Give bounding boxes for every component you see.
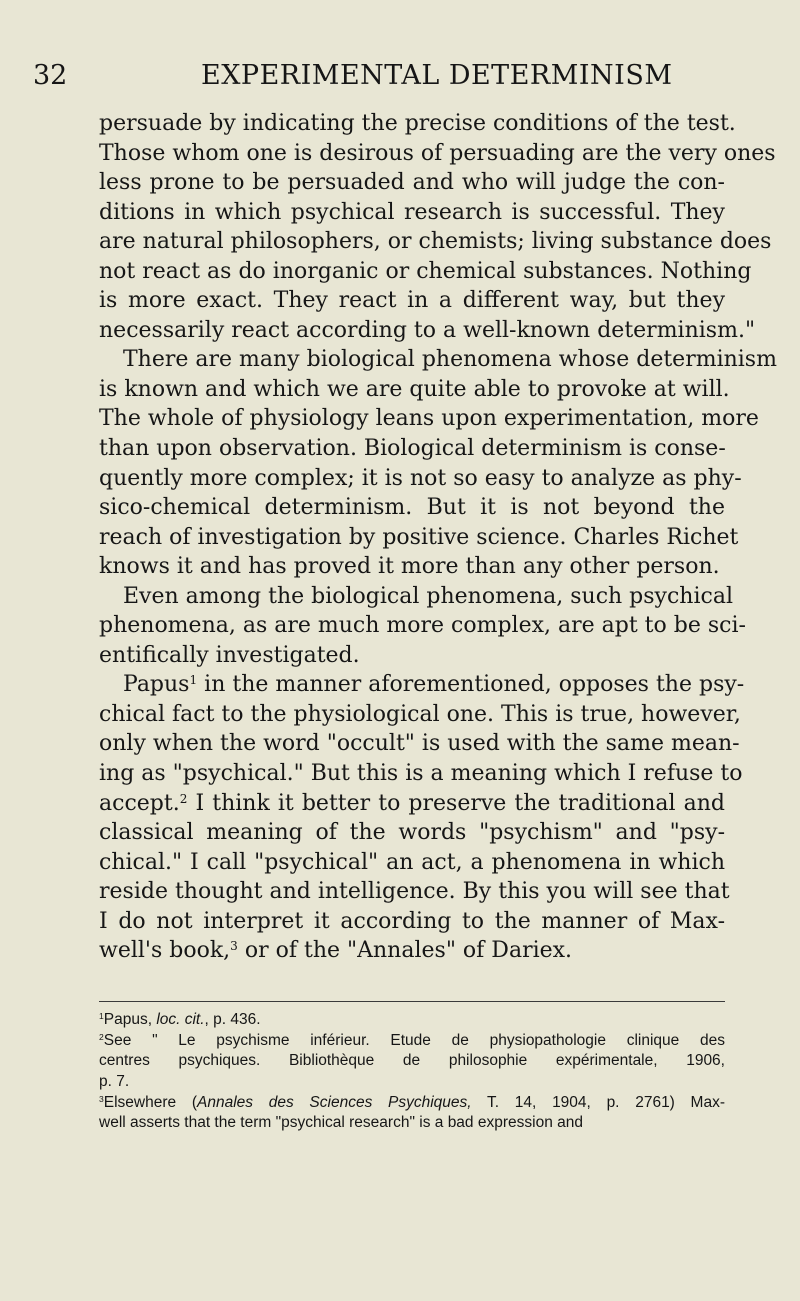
text-line: The whole of physiology leans upon experimentation, more xyxy=(99,406,759,432)
running-title: EXPERIMENTAL DETERMINISM xyxy=(201,60,673,91)
footnote-rule xyxy=(99,1001,725,1002)
text-line: chical fact to the physiological one. This is true, however, xyxy=(99,701,741,727)
text-line: necessarily react according to a well-known determinism." xyxy=(99,317,756,343)
text-line xyxy=(99,936,725,966)
text-line: reside thought and intelligence. By this you will see that xyxy=(99,879,730,905)
footnote-3-line: well asserts that the term "psychical research" is a bad expression and xyxy=(99,1114,583,1132)
footnote-mark: 2 xyxy=(99,1031,104,1042)
running-header xyxy=(33,56,733,96)
text-line: persuade by indicating the precise conditions of the test. xyxy=(99,111,736,136)
text-line: Those whom one is desirous of persuading are the very ones xyxy=(99,140,776,166)
text-segment: Elsewhere ( xyxy=(103,1093,197,1111)
text-segment: in the manner aforementioned, opposes the psy- xyxy=(197,672,745,698)
text-line xyxy=(99,789,725,819)
text-line: not react as do inorganic or chemical substances. Nothing xyxy=(99,258,752,284)
text-line: entifically investigated. xyxy=(99,642,360,668)
page-number: 32 xyxy=(33,60,68,91)
text-line: is known and which we are quite able to provoke at will. xyxy=(99,376,730,402)
text-line: only when the word "occult" is used with the same mean- xyxy=(99,731,740,757)
text-segment: Papus, xyxy=(103,1011,157,1028)
body-text xyxy=(99,109,777,966)
footnote-ref: 2 xyxy=(179,791,188,806)
footnote-3 xyxy=(99,1093,725,1114)
text-line: than upon observation. Biological determinism is conse- xyxy=(99,436,726,462)
text-line: I do not interpret it according to the manner of Max- xyxy=(99,908,725,934)
text-line: reach of investigation by positive science. Charles Richet xyxy=(99,524,739,550)
text-segment: Papus xyxy=(123,672,190,698)
text-segment: See " Le psychisme inférieur. Etude de physiopathologie clinique des xyxy=(103,1031,725,1049)
text-segment: accept. xyxy=(99,790,180,816)
text-segment: or of the "Annales" of Dariex. xyxy=(237,938,573,964)
text-line: ing as "psychical." But this is a meaning which I refuse to xyxy=(99,761,743,787)
footnote-2-line: p. 7. xyxy=(99,1073,130,1091)
text-line: chical." I call "psychical" an act, a phenomena in which xyxy=(99,849,725,875)
text-segment: I think it better to preserve the traditional and xyxy=(187,790,725,816)
text-line: sico-chemical determinism. But it is not beyond the xyxy=(99,495,725,521)
footnote-mark: 1 xyxy=(99,1010,104,1021)
footnote-ref: 3 xyxy=(230,939,238,954)
text-line: phenomena, as are much more complex, are apt to be sci- xyxy=(99,613,746,639)
text-line: less prone to be persuaded and who will judge the con- xyxy=(99,170,725,196)
text-segment: loc. cit. xyxy=(156,1011,205,1028)
text-line: There are many biological phenomena whose determinism xyxy=(123,347,777,373)
text-line: Even among the biological phenomena, such psychical xyxy=(123,583,733,609)
footnote-ref: 1 xyxy=(189,673,198,688)
footnote-mark: 3 xyxy=(99,1093,104,1104)
text-line: knows it and has proved it more than any other person. xyxy=(99,554,720,580)
text-line: ditions in which psychical research is successful. They xyxy=(99,199,725,225)
text-segment: well's book, xyxy=(99,938,231,964)
text-line xyxy=(99,670,745,700)
text-line: is more exact. They react in a different way, but they xyxy=(99,288,725,314)
text-line: classical meaning of the words "psychism" and "psy- xyxy=(99,820,725,846)
footnote-1 xyxy=(99,1010,725,1031)
text-line: are natural philosophers, or chemists; living substance does xyxy=(99,229,772,255)
text-segment: Annales des Sciences Psychiques, xyxy=(197,1093,472,1111)
text-segment: T. 14, 1904, p. 2761) Max- xyxy=(471,1093,726,1111)
footnotes xyxy=(99,1010,725,1134)
footnote-2-line: centres psychiques. Bibliothèque de philosophie expérimentale, 1906, xyxy=(99,1052,725,1070)
footnote-2 xyxy=(99,1031,725,1052)
text-line: quently more complex; it is not so easy to analyze as phy- xyxy=(99,465,742,491)
text-segment: , p. 436. xyxy=(204,1011,261,1028)
